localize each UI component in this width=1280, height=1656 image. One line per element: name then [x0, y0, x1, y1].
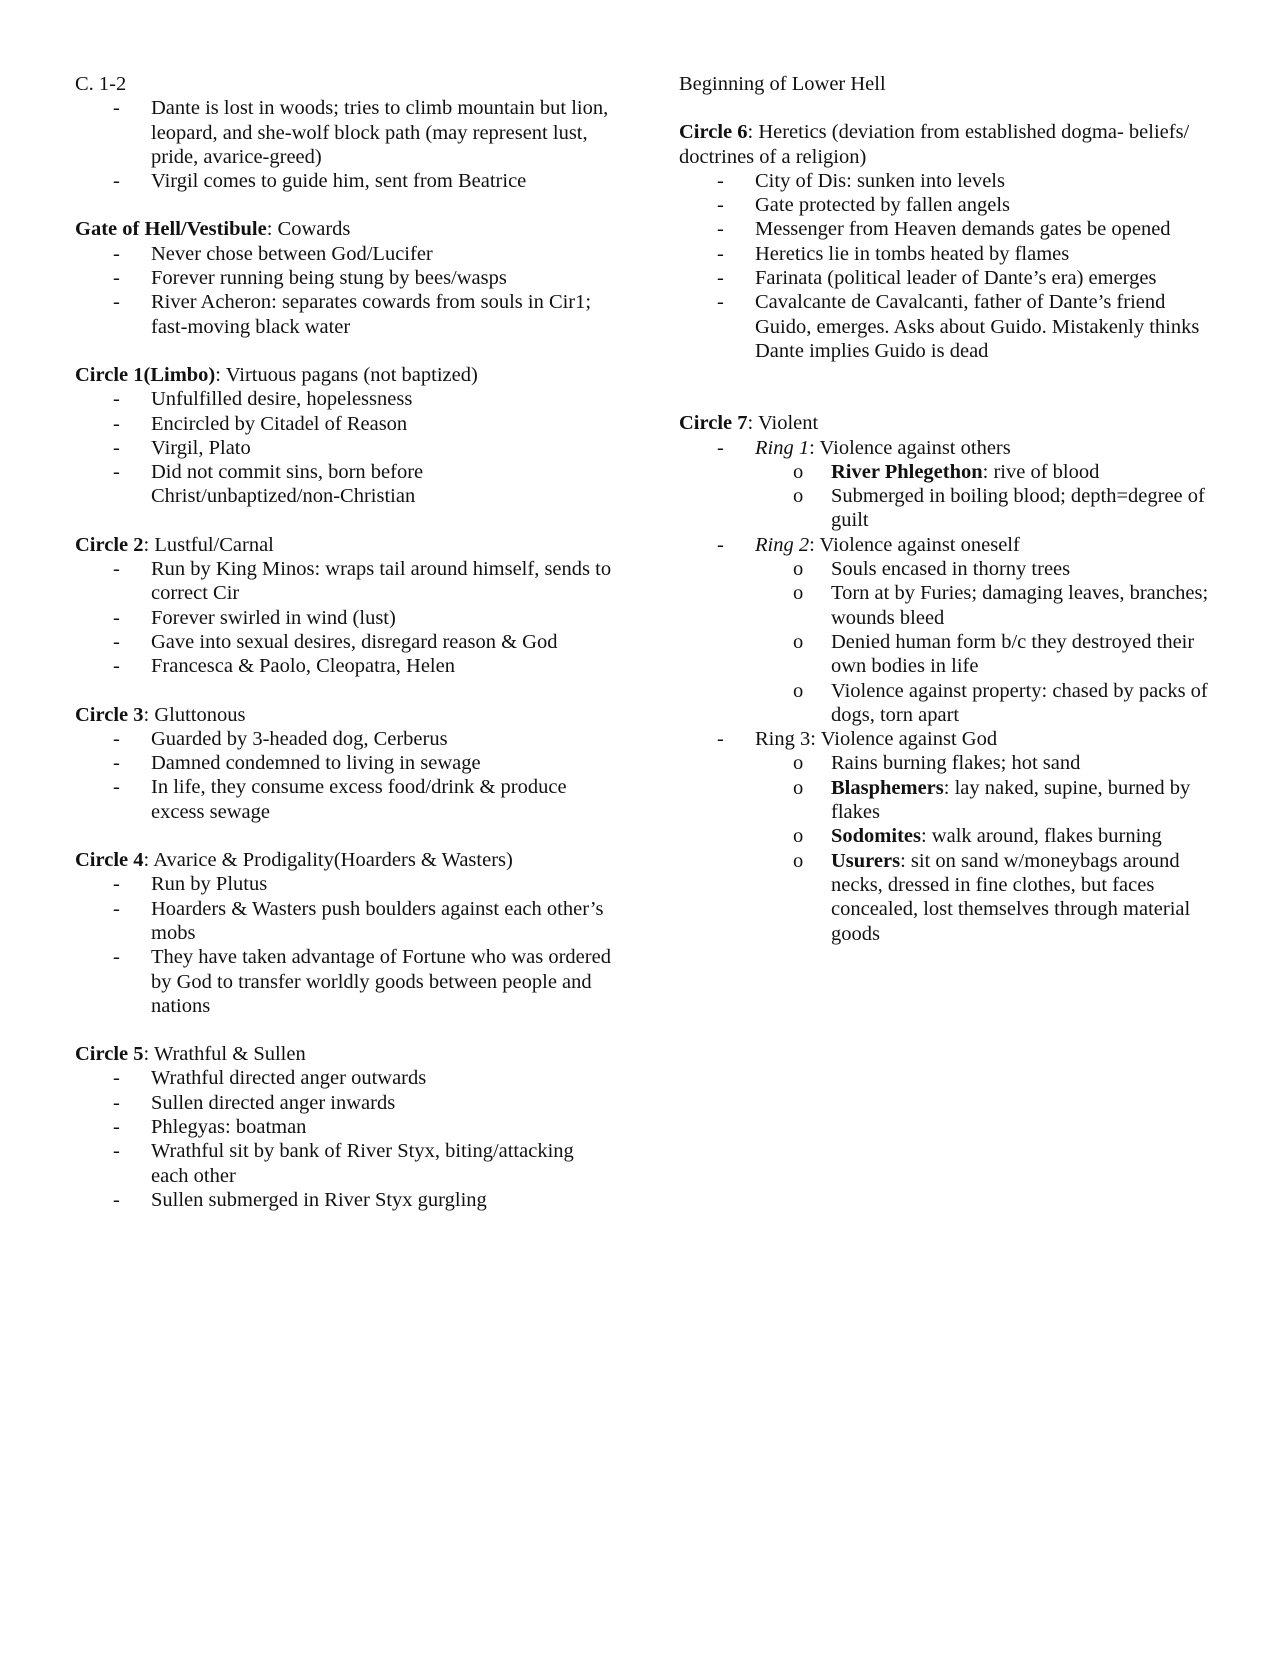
section-heading: Beginning of Lower Hell — [679, 73, 886, 95]
list-item: - Did not commit sins, born before Christ/unbaptized/non-Christian — [113, 461, 424, 508]
list-item: - Encircled by Citadel of Reason — [113, 412, 408, 435]
section-circle-1 — [75, 363, 615, 509]
sub-list — [755, 557, 1219, 727]
section-heading: Circle 2: Lustful/Carnal — [75, 533, 274, 556]
list-item: - Heretics lie in tombs heated by flames — [717, 242, 1070, 265]
list-item: - Unfulfilled desire, hopelessness — [113, 388, 413, 411]
section-heading: Circle 6: Heretics (deviation from established dogma- beliefs/ doctrines of a religion) — [679, 121, 1190, 168]
section-cantos-1-2 — [75, 72, 615, 193]
bullet-list — [75, 96, 615, 193]
list-item: - Francesca & Paolo, Cleopatra, Helen — [113, 655, 455, 678]
section-heading: Circle 4: Avarice & Prodigality(Hoarders & Wasters) — [75, 849, 513, 872]
section-heading: Circle 3: Gluttonous — [75, 703, 246, 726]
sub-item: o Torn at by Furies; damaging leaves, branches; wounds bleed — [793, 582, 1209, 629]
list-item: - Forever running being stung by bees/wasps — [113, 267, 507, 290]
bullet-list — [75, 727, 615, 824]
sub-item: o Rains burning flakes; hot sand — [793, 752, 1081, 775]
list-item: - Sullen submerged in River Styx gurgling — [113, 1188, 487, 1211]
section-circle-5 — [75, 1042, 615, 1212]
sub-item: o River Phlegethon: rive of blood — [793, 460, 1100, 483]
list-item: - In life, they consume excess food/drink & produce excess sewage — [113, 776, 567, 823]
list-item: - River Acheron: separates cowards from souls in Cir1; fast-moving black water — [113, 291, 592, 338]
sub-item: o Souls encased in thorny trees — [793, 558, 1071, 581]
section-circle-6 — [679, 120, 1219, 363]
section-lower-hell — [679, 72, 1219, 96]
list-item: - Virgil, Plato — [113, 436, 251, 459]
list-item: - Phlegyas: boatman — [113, 1115, 307, 1138]
sub-item: o Sodomites: walk around, flakes burning — [793, 825, 1162, 848]
bullet-list — [75, 872, 615, 1018]
list-item: - Gate protected by fallen angels — [717, 194, 1010, 217]
sub-item: o Usurers: sit on sand w/moneybags around necks, dressed in fine clothes, but faces concealed, lost themselves through material goods — [793, 849, 1191, 945]
section-heading: Gate of Hell/Vestibule: Cowards — [75, 218, 351, 241]
list-item: - Sullen directed anger inwards — [113, 1091, 396, 1114]
list-item: - Hoarders & Wasters push boulders against each other’s mobs — [113, 897, 604, 944]
bullet-list — [679, 169, 1219, 363]
list-item: - Forever swirled in wind (lust) — [113, 606, 396, 629]
ring-1: - Ring 1: Violence against others o River Phlegethon: rive of blood o Submerged in boiling blood; depth=degree of guilt — [679, 436, 1219, 533]
sub-item: o Blasphemers: lay naked, supine, burned by flakes — [793, 776, 1191, 824]
sub-list — [755, 460, 1219, 533]
left-column — [75, 72, 615, 1236]
section-heading: Circle 5: Wrathful & Sullen — [75, 1043, 306, 1066]
section-circle-3 — [75, 703, 615, 824]
list-item: - Cavalcante de Cavalcanti, father of Dante’s friend Guido, emerges. Asks about Guido. Mistakenly thinks Dante implies Guido is dead — [717, 291, 1200, 362]
list-item: - Virgil comes to guide him, sent from Beatrice — [113, 170, 527, 193]
section-heading: Circle 1(Limbo): Virtuous pagans (not baptized) — [75, 363, 478, 386]
section-heading: Circle 7: Violent — [679, 412, 819, 435]
sub-item: o Denied human form b/c they destroyed their own bodies in life — [793, 630, 1195, 678]
list-item: - Guarded by 3-headed dog, Cerberus — [113, 727, 448, 750]
list-item: - Wrathful sit by bank of River Styx, biting/attacking each other — [113, 1140, 574, 1187]
sub-item: o Violence against property: chased by packs of dogs, torn apart — [793, 679, 1208, 726]
ring-list — [679, 436, 1219, 946]
list-item: - They have taken advantage of Fortune who was ordered by God to transfer worldly goods between people and nations — [113, 946, 611, 1017]
section-heading: C. 1-2 — [75, 73, 127, 95]
list-item: - Wrathful directed anger outwards — [113, 1067, 427, 1090]
bullet-list — [75, 242, 615, 339]
right-column — [679, 72, 1219, 970]
list-item: - Dante is lost in woods; tries to climb mountain but lion, leopard, and she-wolf block path (may represent lust, pride, avarice-greed) — [113, 97, 609, 168]
ring-2: - Ring 2: Violence against oneself o Souls encased in thorny trees o Torn at by Furies; damaging leaves, branches; wounds bleed o Denied human form b/c they destroyed their own bodies in life o Violence against property: chased by packs of dogs, torn apart — [679, 533, 1219, 727]
ring-3: - Ring 3: Violence against God o Rains burning flakes; hot sand o Blasphemers: lay naked, supine, burned by flakes o Sodomites: walk around, flakes burning o Usurers: sit on sand w/moneybags around necks, dressed in fine clothes, but faces concealed, lost themselves through material goods — [679, 727, 1219, 946]
section-circle-7 — [679, 411, 1219, 946]
bullet-list — [75, 1066, 615, 1212]
list-item: - Run by Plutus — [113, 873, 268, 896]
section-circle-2 — [75, 533, 615, 679]
list-item: - Gave into sexual desires, disregard reason & God — [113, 630, 558, 653]
list-item: - Never chose between God/Lucifer — [113, 242, 433, 265]
list-item: - Run by King Minos: wraps tail around himself, sends to correct Cir — [113, 558, 612, 605]
bullet-list — [75, 387, 615, 508]
list-item: - City of Dis: sunken into levels — [717, 169, 1005, 192]
list-item: - Damned condemned to living in sewage — [113, 752, 481, 775]
bullet-list — [75, 557, 615, 678]
list-item: - Messenger from Heaven demands gates be opened — [717, 218, 1171, 241]
sub-item: o Submerged in boiling blood; depth=degree of guilt — [793, 485, 1205, 532]
section-gate-of-hell — [75, 217, 615, 338]
sub-list — [755, 751, 1219, 945]
section-circle-4 — [75, 848, 615, 1018]
list-item: - Farinata (political leader of Dante’s era) emerges — [717, 267, 1157, 290]
